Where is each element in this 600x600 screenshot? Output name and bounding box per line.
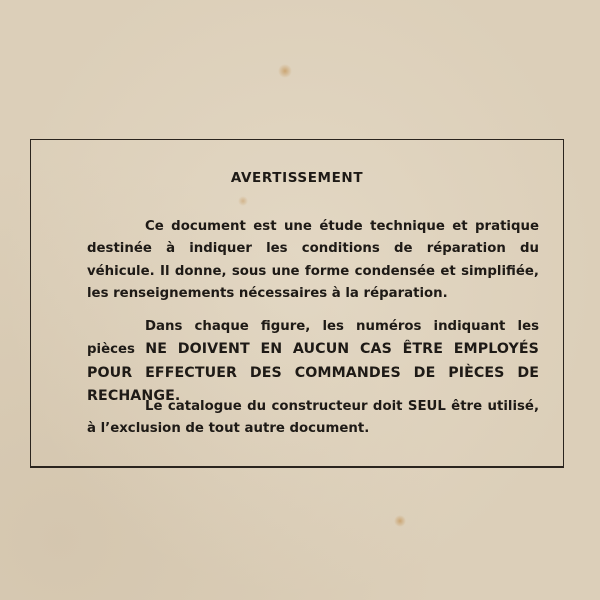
paper-stain — [278, 64, 292, 78]
paragraph-text: Le catalogue du constructeur doit SEUL être utilisé, à l’exclusion de tout autre document. — [87, 399, 539, 437]
notice-paragraph-purpose — [87, 216, 539, 306]
paragraph-text: Dans chaque figure, les numéros indiquant les pièces — [87, 319, 539, 358]
notice-title: AVERTISSEMENT — [230, 170, 364, 186]
warning-notice-box — [30, 139, 564, 468]
paragraph-emphasis: NE DOIVENT EN AUCUN CAS ÊTRE EMPLOYÉS POUR EFFECTUER DES COMMANDES DE PIÈCES DE RECHANGE. — [87, 341, 539, 405]
notice-paragraph-catalogue — [87, 396, 539, 441]
notice-paragraph-part-numbers — [87, 316, 539, 409]
paragraph-text: Ce document est une étude technique et pratique destinée à indiquer les conditions de réparation du véhicule. Il donne, sous une forme condensée et simplifiée, les renseignements nécessaires à la réparation. — [87, 219, 539, 302]
paper-stain — [394, 515, 406, 527]
